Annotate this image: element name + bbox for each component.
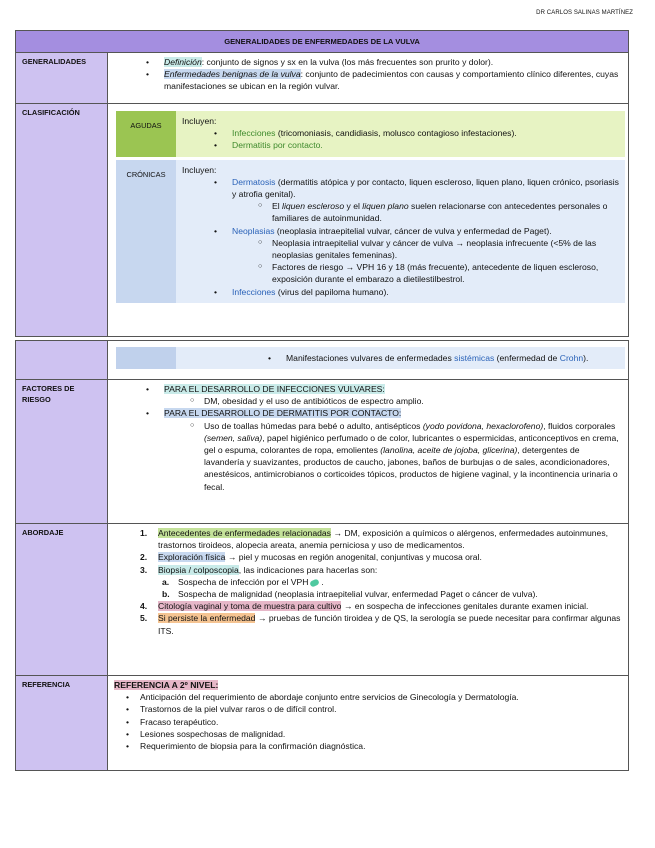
row-content [108,341,628,379]
row-content [108,380,628,523]
row-content [108,104,628,336]
row-label: REFERENCIA [16,676,108,770]
list-item: • PARA EL DESARROLLO DE DERMATITIS POR CONTACTO: ○ Uso de toallas húmedas para bebé o adulto, antisépticos (yodo povidona, hexaclorofeno), fluidos corporales (semen, saliva), papel higiénico perfumado o de color, lubricantes o espermicidas, anticonceptivos en crema, gel o espuma, colorantes de ropa, emolientes (lanolina, aceite de jojoba, glicerina), detergentes de lavandería y suavizantes, productos de caucho, jabones, baños de burbujas o de sales, acondicionadores, anestésicos, antimicrobianos o corticoides tópicos, productos de higiene vaginal, y la incontinencia urinaria o fecal. [114,407,622,492]
summary-table [15,30,629,771]
sub-list-item: ○ DM, obesidad y el uso de antibióticos de espectro amplio. [164,395,622,407]
list-item: • Anticipación del requerimiento de abordaje conjunto entre servicios de Ginecología y Dermatología. [114,691,622,703]
sub-list-item: ○ Factores de riesgo → VPH 16 y 18 (más frecuente), antecedente de liquen escleroso, exposición durante el embarazo a dietilestilbestrol. [232,261,619,285]
row-referencia [15,676,629,771]
list-item: 3. Biopsia / colposcopia, las indicaciones para hacerlas son: a. Sospecha de infección por el VPH . b. Sospecha de malignidad (neoplasia intraepitelial vulvar, enfermedad Paget o cáncer de vulva). [114,564,622,601]
row-label: CLASIFICACIÓN [16,104,108,336]
sub-list-item: ○ Uso de toallas húmedas para bebé o adulto, antisépticos (yodo povidona, hexaclorofeno), fluidos corporales (semen, saliva), papel higiénico perfumado o de color, lubricantes o espermicidas, anticonceptivos en crema, gel o espuma, colorantes de ropa, emolientes (lanolina, aceite de jojoba, glicerina), detergentes de lavandería y suavizantes, productos de caucho, jabones, baños de burbujas o de sales, acondicionadores, anestésicos, antimicrobianos o corticoides tópicos, productos de higiene vaginal, y la incontinencia urinaria o fecal. [164,420,622,493]
list-item: • Neoplasias (neoplasia intraepitelial vulvar, cáncer de vulva y enfermedad de Paget). ○ Neoplasia intraepitelial vulvar y cáncer de vulva → neoplasia infrecuente (<5% de las neoplasias genitales femeninas). ○ Factores de riesgo → VPH 16 y 18 (más frecuente), antecedente de liquen escleroso, exposición durante el embarazo a dietilestilbestrol. [182,225,619,286]
row-content [108,676,628,770]
list-item: • Dermatosis (dermatitis atópica y por contacto, liquen escleroso, liquen plano, liquen crónico, psoriasis y atrofia genital). ○ El liquen escleroso y el liquen plano suelen relacionarse con antecedentes personales o familiares de autoinmunidad. [182,176,619,225]
row-manifestaciones [15,340,629,380]
author-name: DR CARLOS SALINAS MARTÍNEZ [536,10,633,16]
row-label: GENERALIDADES [16,53,108,103]
row-label-empty [16,341,108,379]
classification-subtable [116,111,625,303]
row-abordaje [15,524,629,676]
row-clasificacion [15,104,629,337]
referencia-title: REFERENCIA A 2º NIVEL: [114,680,219,690]
list-item: • Manifestaciones vulvares de enfermedades sistémicas (enfermedad de Crohn). [176,347,625,369]
agudas-block [116,111,625,157]
list-item: • PARA EL DESARROLLO DE INFECCIONES VULVARES: ○ DM, obesidad y el uso de antibióticos de espectro amplio. [114,383,622,407]
table-title: GENERALIDADES DE ENFERMEDADES DE LA VULVA [15,30,629,53]
list-item: • Enfermedades benignas de la vulva: conjunto de padecimientos con causas y comportamiento clínico diferentes, cuyas manifestaciones se ubican en la región vulvar. [114,68,622,92]
sub-list-item: a. Sospecha de infección por el VPH . [162,576,324,587]
cronicas-label: CRÓNICAS [116,160,176,303]
sub-list-item: ○ El liquen escleroso y el liquen plano suelen relacionarse con antecedentes personales o familiares de autoinmunidad. [232,200,619,224]
list-item: 4. Citología vaginal y toma de muestra para cultivo → en sospecha de infecciones genitales durante examen inicial. [140,601,589,612]
bacteria-icon [310,578,321,587]
row-label: FACTORES DE RIESGO [16,380,108,523]
list-item: • Dermatitis por contacto. [182,139,619,151]
row-content [108,53,628,103]
cronicas-block [116,160,625,303]
row-factores [15,380,629,524]
list-item: • Definición: conjunto de signos y sx en la vulva (los más frecuentes son prurito y dolor). [114,56,622,68]
list-item: • Infecciones (virus del papiloma humano). [182,286,619,298]
list-item: • Infecciones (tricomoniasis, candidiasis, molusco contagioso infestaciones). [182,127,619,139]
row-generalidades [15,53,629,104]
agudas-label: AGUDAS [116,111,176,157]
cronicas-intro: Incluyen: [182,164,217,175]
row-label: ABORDAJE [16,524,108,675]
list-item: • Lesiones sospechosas de malignidad. [114,728,622,740]
manifestaciones-label [116,347,176,369]
list-item: • Trastornos de la piel vulvar raros o de difícil control. [114,703,622,715]
row-content [108,524,628,675]
list-item: 5. Si persiste la enfermedad → pruebas de función tiroidea y de QS, la serología se puede necesitar para confirmar algunas ITS. [140,613,621,636]
sub-list-item: ○ Neoplasia intraepitelial vulvar y cáncer de vulva → neoplasia infrecuente (<5% de las neoplasias genitales femeninas). [232,237,619,261]
list-item: 1. Antecedentes de enfermedades relacionadas → DM, exposición a químicos o alérgenos, enfermedades autoinmunes, trastornos tiroideos, alopecia areata, anemia perniciosa y uso de medicamentos. [140,528,609,551]
agudas-intro: Incluyen: [182,116,217,126]
list-item: • Fracaso terapéutico. [114,716,622,728]
list-item: 2. Exploración física → piel y mucosas en región anogenital, conjuntivas y mucosa oral. [140,552,482,563]
sub-list-item: b. Sospecha de malignidad (neoplasia intraepitelial vulvar, enfermedad Paget o cáncer de vulva). [162,589,538,600]
manifestaciones-block [116,347,625,369]
list-item: • Requerimiento de biopsia para la confirmación diagnóstica. [114,740,622,752]
